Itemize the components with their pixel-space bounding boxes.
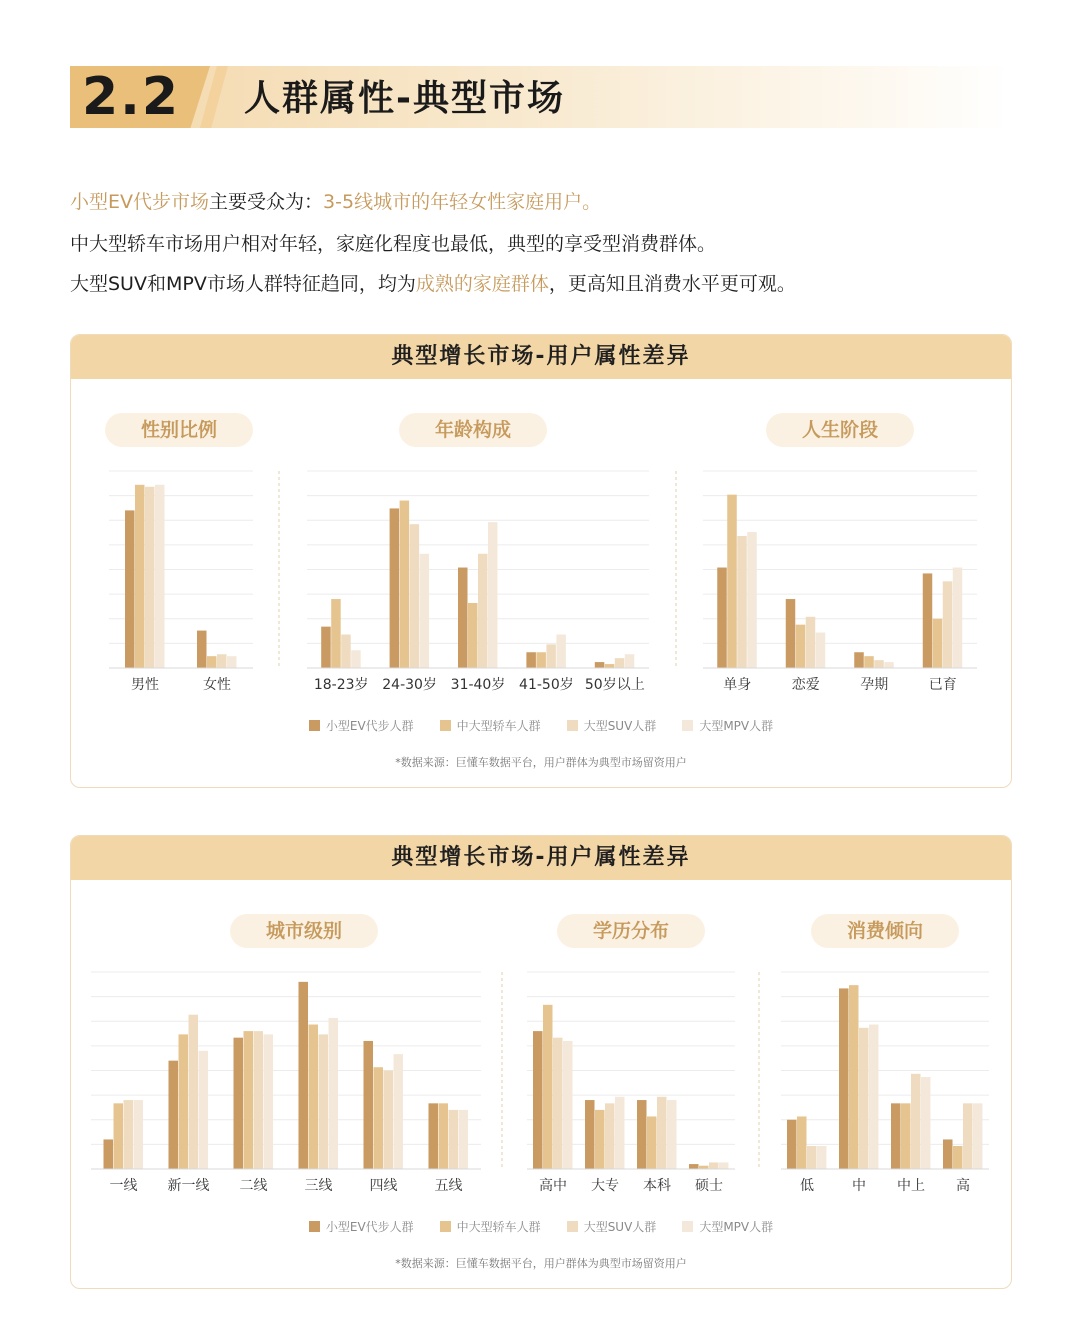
category-label: 新一线: [167, 1178, 210, 1194]
bar-4: [719, 1162, 729, 1169]
legend-swatch: [567, 720, 578, 731]
intro-text: 大型SUV和MPV市场人群特征趋同，均为: [70, 273, 416, 295]
legend-item: [567, 717, 657, 734]
bar-2: [849, 985, 859, 1169]
bar-3: [943, 581, 953, 668]
legend: [71, 1218, 1011, 1235]
legend-swatch: [309, 1221, 320, 1232]
bar-1: [299, 982, 309, 1169]
chart-title: 消费倾向: [846, 920, 924, 942]
bar-3: [737, 536, 747, 668]
bar-3: [546, 644, 556, 668]
legend-item: [440, 717, 541, 734]
bar-2: [536, 652, 546, 668]
category-label: 五线: [434, 1178, 463, 1194]
bar-4: [227, 656, 237, 668]
legend-label: 大型MPV人群: [699, 719, 774, 733]
category-label: 单身: [723, 677, 752, 693]
category-label: 24-30岁: [382, 677, 437, 693]
bar-1: [169, 1061, 179, 1169]
bar-2: [439, 1103, 449, 1169]
bar-1: [717, 568, 727, 668]
bar-3: [145, 487, 155, 668]
bar-4: [556, 635, 566, 668]
bar-1: [854, 652, 864, 668]
category-label: 硕士: [695, 1178, 723, 1194]
intro-line-3: [70, 271, 796, 297]
intro-highlight: 小型EV代步市场: [70, 191, 210, 213]
bar-2: [727, 495, 737, 668]
bar-4: [351, 650, 361, 668]
intro-text: 主要受众为：: [209, 191, 324, 213]
intro-highlight: 3-5线城市的年轻女性家庭用户。: [323, 191, 602, 213]
bar-3: [657, 1097, 667, 1169]
chart-title: 性别比例: [140, 419, 218, 441]
category-label: 18-23岁: [313, 677, 369, 693]
bar-3: [124, 1100, 134, 1169]
bar-2: [647, 1116, 657, 1169]
bar-4: [615, 1097, 625, 1169]
bar-2: [953, 1146, 963, 1169]
category-label: 男性: [131, 677, 159, 693]
legend-swatch: [440, 1221, 451, 1232]
legend-label: 大型SUV人群: [583, 1220, 657, 1234]
bar-1: [197, 631, 207, 668]
bar-1: [595, 662, 605, 668]
category-label: 本科: [643, 1178, 671, 1194]
bar-4: [667, 1100, 677, 1169]
legend-swatch: [567, 1221, 578, 1232]
data-source-note: *数据来源：巨懂车数据平台，用户群体为典型市场留资用户: [395, 1257, 687, 1270]
bar-2: [468, 603, 478, 668]
bar-3: [615, 658, 625, 668]
bar-4: [625, 654, 635, 668]
bar-1: [125, 510, 135, 668]
legend-label: 大型SUV人群: [583, 719, 657, 733]
bar-3: [449, 1110, 459, 1169]
bar-4: [420, 554, 430, 668]
intro-line-1: [70, 189, 601, 215]
bar-1: [923, 573, 933, 668]
chart-title: 年龄构成: [434, 419, 512, 441]
bar-1: [689, 1164, 699, 1169]
bar-3: [709, 1162, 719, 1169]
category-label: 50岁以上: [584, 677, 645, 693]
bar-3: [874, 660, 884, 668]
bar-1: [943, 1139, 953, 1169]
bar-1: [429, 1103, 439, 1169]
bar-4: [817, 1146, 827, 1169]
category-label: 女性: [203, 677, 231, 693]
category-label: 高中: [539, 1178, 567, 1194]
bar-3: [605, 1103, 615, 1169]
category-label: 恋爱: [791, 677, 820, 693]
bar-1: [891, 1103, 901, 1169]
panel-title: 典型增长市场-用户属性差异: [71, 335, 1011, 379]
bar-2: [244, 1031, 254, 1169]
bar-1: [526, 652, 536, 668]
legend-item: [682, 717, 773, 734]
section-number: 2.2: [82, 67, 181, 127]
bar-3: [859, 1028, 869, 1169]
bar-1: [321, 627, 331, 668]
legend-item: [440, 1218, 541, 1235]
intro-text: ，更高知且消费水平更可观。: [548, 273, 796, 295]
chart-title: 城市级别: [265, 920, 343, 942]
bar-2: [595, 1110, 605, 1169]
bar-3: [963, 1103, 973, 1169]
legend-swatch: [440, 720, 451, 731]
bar-3: [341, 635, 351, 668]
bar-1: [533, 1031, 543, 1169]
bar-2: [309, 1025, 319, 1169]
bar-2: [796, 625, 806, 668]
bar-1: [786, 599, 796, 668]
legend-label: 小型EV代步人群: [325, 719, 414, 733]
bar-1: [787, 1120, 797, 1169]
bar-3: [319, 1034, 329, 1169]
bar-4: [199, 1051, 209, 1169]
chart-panel-1: [70, 334, 1012, 788]
category-label: 31-40岁: [450, 677, 506, 693]
bar-4: [973, 1103, 983, 1169]
bar-2: [331, 599, 341, 668]
category-label: 41-50岁: [519, 677, 574, 693]
bar-4: [884, 662, 894, 668]
bar-2: [933, 619, 943, 668]
legend-item: [682, 1218, 773, 1235]
bar-2: [901, 1103, 911, 1169]
bar-3: [384, 1071, 394, 1170]
bar-4: [264, 1034, 274, 1169]
legend-item: [567, 1218, 657, 1235]
bar-4: [488, 522, 498, 668]
category-label: 四线: [369, 1178, 398, 1194]
legend-swatch: [309, 720, 320, 731]
legend-label: 小型EV代步人群: [325, 1220, 414, 1234]
intro-line-2: 中大型轿车市场用户相对年轻，家庭化程度也最低，典型的享受型消费群体。: [70, 233, 717, 255]
bar-3: [217, 654, 227, 668]
bar-1: [458, 568, 468, 668]
bar-1: [637, 1100, 647, 1169]
bar-3: [553, 1038, 563, 1169]
category-label: 已育: [928, 677, 957, 693]
bar-4: [459, 1110, 469, 1169]
bar-1: [364, 1041, 374, 1169]
bar-3: [254, 1031, 264, 1169]
page-title: 人群属性-典型市场: [244, 78, 565, 119]
bar-3: [189, 1015, 199, 1169]
category-label: 低: [800, 1178, 814, 1194]
category-label: 三线: [304, 1178, 333, 1194]
bar-1: [839, 988, 849, 1169]
bar-2: [114, 1103, 124, 1169]
bar-4: [816, 633, 826, 668]
bar-3: [911, 1074, 921, 1169]
bar-2: [179, 1034, 189, 1169]
bar-4: [869, 1025, 879, 1169]
bar-3: [806, 617, 816, 668]
bar-2: [400, 501, 410, 668]
chart-panel-2: [70, 835, 1012, 1289]
chart-title: 人生阶段: [801, 419, 879, 441]
legend-swatch: [682, 1221, 693, 1232]
category-label: 中: [852, 1178, 866, 1194]
category-label: 中上: [897, 1178, 925, 1194]
bar-4: [563, 1041, 573, 1169]
bar-2: [605, 664, 615, 668]
bar-1: [390, 508, 400, 668]
bar-3: [478, 554, 488, 668]
bar-1: [104, 1139, 114, 1169]
chart-title: 学历分布: [592, 920, 670, 942]
bar-2: [374, 1067, 384, 1169]
bar-2: [135, 485, 145, 668]
legend-label: 大型MPV人群: [699, 1220, 774, 1234]
category-label: 一线: [109, 1178, 138, 1194]
bar-1: [234, 1038, 244, 1169]
bar-4: [953, 568, 963, 668]
bar-4: [921, 1077, 931, 1169]
intro-highlight: 成熟的家庭群体: [415, 273, 549, 295]
panel-title: 典型增长市场-用户属性差异: [71, 836, 1011, 880]
category-label: 高: [956, 1178, 970, 1194]
legend-item: [309, 717, 414, 734]
bar-4: [394, 1054, 404, 1169]
category-label: 孕期: [860, 677, 889, 693]
bar-2: [797, 1116, 807, 1169]
category-label: 二线: [239, 1178, 268, 1194]
bar-4: [155, 485, 165, 668]
bar-2: [207, 656, 217, 668]
legend-label: 中大型轿车人群: [456, 1220, 541, 1234]
data-source-note: *数据来源：巨懂车数据平台，用户群体为典型市场留资用户: [395, 756, 687, 769]
legend: [71, 717, 1011, 734]
bar-4: [329, 1018, 339, 1169]
bar-2: [543, 1005, 553, 1169]
bar-4: [747, 532, 757, 668]
bar-1: [585, 1100, 595, 1169]
category-label: 大专: [591, 1178, 619, 1194]
legend-item: [309, 1218, 414, 1235]
legend-swatch: [682, 720, 693, 731]
bar-3: [807, 1146, 817, 1169]
bar-4: [134, 1100, 144, 1169]
bar-3: [410, 524, 420, 668]
legend-label: 中大型轿车人群: [456, 719, 541, 733]
bar-2: [864, 656, 874, 668]
